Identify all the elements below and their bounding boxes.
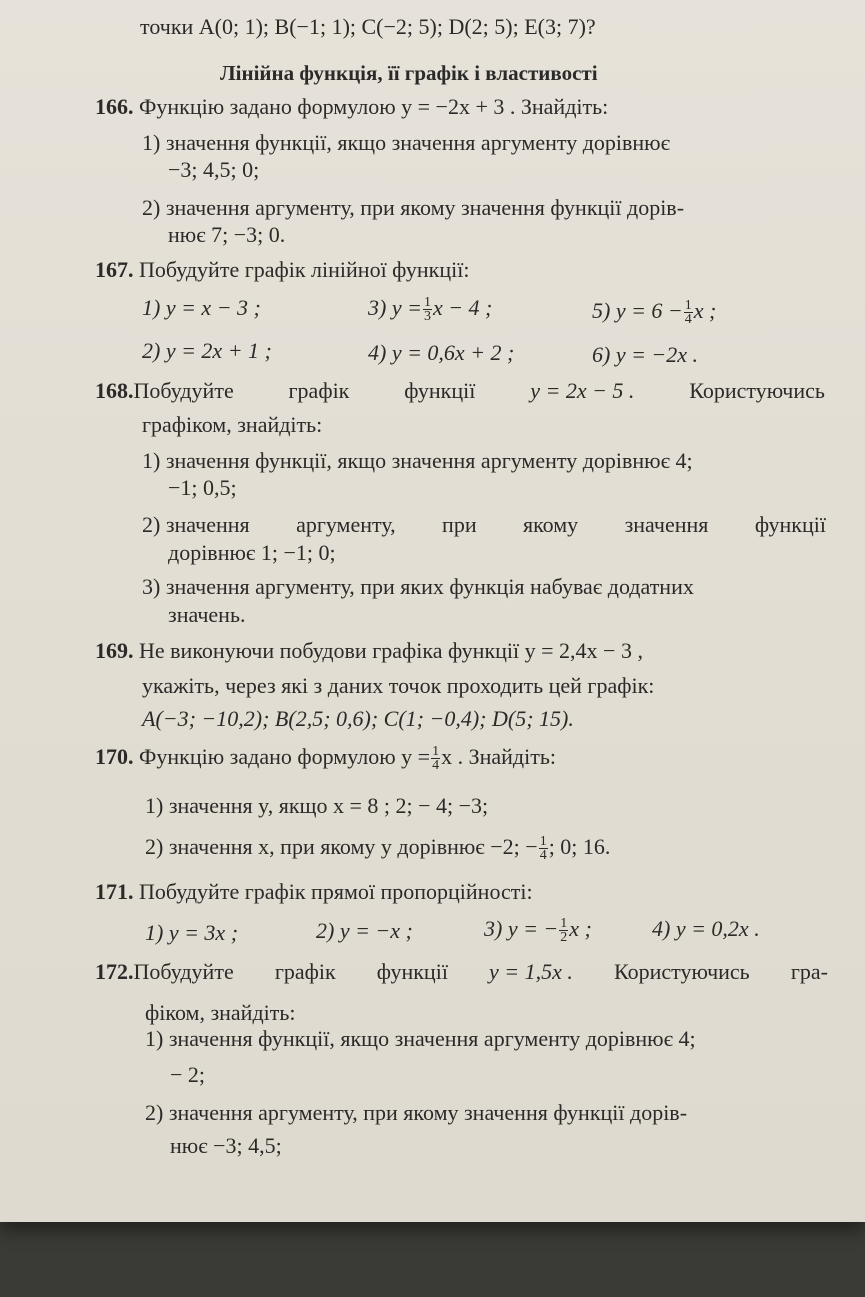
problem-172-item-2 xyxy=(145,1100,687,1126)
problem-166-item-2-cont xyxy=(168,222,285,248)
item-text: 1) значення y, якщо x = 8 ; 2; − 4; −3; xyxy=(145,793,489,818)
problem-text: укажіть, через які з даних точок проходить цей графік: xyxy=(142,673,655,698)
item-text: 2) значення x, при якому y дорівнює −2; − xyxy=(145,834,538,859)
fraction xyxy=(559,917,568,944)
problem-168-item-1-cont xyxy=(168,475,237,501)
formula: y = 1,5x . xyxy=(489,959,573,984)
fraction-denominator: 4 xyxy=(539,848,547,864)
item-text: нює −3; 4,5; xyxy=(170,1133,282,1158)
item-text: 1) значення функції, якщо значення аргументу дорівнює 4; xyxy=(145,1026,696,1051)
problem-number: 171. xyxy=(95,879,134,904)
fraction-numerator: 1 xyxy=(560,916,568,932)
problem-171-formula-2 xyxy=(316,918,413,944)
item-text: 2) значення аргументу, при якому значення функції дорів- xyxy=(142,195,685,220)
problem-167 xyxy=(95,257,469,283)
fraction-denominator: 2 xyxy=(560,930,568,946)
formula: 2) y = 2x + 1 ; xyxy=(142,338,272,363)
problem-168-item-3-cont xyxy=(168,602,245,628)
item-text: ; 0; 16. xyxy=(548,834,611,859)
problem-171-formula-1 xyxy=(145,920,238,946)
formula: x − 4 ; xyxy=(432,295,493,320)
fraction-denominator: 4 xyxy=(432,758,440,774)
problem-text: Побудуйте графік прямої пропорційності: xyxy=(139,879,533,904)
problem-171-formula-4 xyxy=(652,916,760,942)
section-title-text: Лінійна функція, її графік і властивості xyxy=(220,61,598,85)
problem-167-formula-3 xyxy=(368,295,492,323)
formula: 4) y = 0,6x + 2 ; xyxy=(368,340,515,365)
problem-text: Побудуйте графік лінійної функції: xyxy=(139,257,470,282)
word: аргументу, xyxy=(296,512,396,537)
problem-168-item-1 xyxy=(142,448,693,474)
problem-166-item-2 xyxy=(142,195,684,221)
problem-172 xyxy=(95,959,828,985)
word: якому xyxy=(522,512,579,537)
problem-168 xyxy=(95,378,825,404)
problem-number: 170. xyxy=(95,744,134,769)
problem-166-item-1 xyxy=(142,130,824,156)
problem-172-line-2 xyxy=(145,1000,296,1026)
problem-170 xyxy=(95,744,556,772)
formula: 1) y = 3x ; xyxy=(145,920,239,945)
item-text: −1; 0,5; xyxy=(168,475,237,500)
problem-169 xyxy=(95,638,643,664)
problem-text: x . Знайдіть: xyxy=(441,744,556,769)
fraction-numerator: 1 xyxy=(423,295,431,311)
fraction-numerator: 1 xyxy=(539,834,547,850)
problem-text: Функцію задано формулою y = −2x + 3 . Знайдіть: xyxy=(139,94,609,119)
formula: y = 2x − 5 . xyxy=(530,378,635,403)
word: функції xyxy=(404,378,476,403)
item-text: 3) значення аргументу, при яких функція набуває додатних xyxy=(142,574,694,599)
word: Побудуйте xyxy=(133,378,234,403)
item-text: значень. xyxy=(168,602,246,627)
formula: 2) y = −x ; xyxy=(316,918,413,943)
problem-169-line-3 xyxy=(142,706,574,732)
points-list: A(−3; −10,2); B(2,5; 0,6); C(1; −0,4); D(5; 15). xyxy=(142,706,574,731)
problem-169-line-2 xyxy=(142,673,654,699)
item-text: −3; 4,5; 0; xyxy=(168,157,260,182)
fraction-denominator: 3 xyxy=(423,309,431,325)
word: Побудуйте xyxy=(133,959,234,984)
word: графік xyxy=(274,959,336,984)
fraction xyxy=(684,299,693,326)
item-line xyxy=(142,130,824,156)
fraction-denominator: 4 xyxy=(684,312,692,328)
problem-number: 167. xyxy=(95,257,134,282)
word: Користуючись xyxy=(689,378,825,403)
item-text: 2) значення аргументу, при якому значення функції дорів- xyxy=(145,1100,688,1125)
problem-number: 169. xyxy=(95,638,134,663)
problem-number: 166. xyxy=(95,94,134,119)
problem-number: 168. xyxy=(95,378,134,403)
formula: x ; xyxy=(693,298,717,323)
problem-170-item-2 xyxy=(145,834,610,862)
problem-168-item-2-cont xyxy=(168,540,336,566)
item-text: 1) значення функції, якщо значення аргументу дорівнює xyxy=(142,130,671,155)
word: функції xyxy=(376,959,448,984)
problem-172-item-1 xyxy=(145,1026,696,1052)
word: значення xyxy=(624,512,709,537)
top-line xyxy=(140,14,596,40)
word: гра- xyxy=(790,959,828,984)
problem-166-item-1-cont xyxy=(168,157,259,183)
item-text: − 2; xyxy=(170,1062,206,1087)
problem-168-line-2 xyxy=(142,412,322,438)
problem-number: 172. xyxy=(95,959,134,984)
fraction-numerator: 1 xyxy=(432,744,440,760)
formula: 3) y = xyxy=(368,295,422,320)
problem-166 xyxy=(95,94,608,120)
formula: 1) y = x − 3 ; xyxy=(142,295,261,320)
problem-167-formula-5 xyxy=(592,298,716,326)
problem-171-formula-3 xyxy=(484,916,592,944)
justified-line xyxy=(95,959,828,985)
formula: 4) y = 0,2x . xyxy=(652,916,760,941)
item-text: 1) значення функції, якщо значення аргументу дорівнює 4; xyxy=(142,448,693,473)
problem-text: Функцію задано формулою y = xyxy=(139,744,431,769)
problem-text: Не виконуючи побудови графіка функції y = 2,4x − 3 , xyxy=(139,638,643,663)
formula: 3) y = − xyxy=(484,916,559,941)
problem-167-formula-1 xyxy=(142,295,261,321)
word: при xyxy=(442,512,477,537)
problem-172-item-1-cont xyxy=(170,1062,205,1088)
problem-text: фіком, знайдіть: xyxy=(145,1000,296,1025)
word: 2) значення xyxy=(142,512,250,537)
problem-171 xyxy=(95,879,533,905)
item-text: дорівнює 1; −1; 0; xyxy=(168,540,336,565)
justified-line xyxy=(95,378,825,404)
word: функції xyxy=(754,512,826,537)
word: графік xyxy=(288,378,350,403)
word: Користуючись xyxy=(614,959,750,984)
problem-167-formula-6 xyxy=(592,342,698,368)
problem-170-item-1 xyxy=(145,793,488,819)
formula: 6) y = −2x . xyxy=(592,342,699,367)
problem-168-item-2 xyxy=(142,512,826,538)
fraction xyxy=(431,745,440,772)
top-line-text: точки A(0; 1); B(−1; 1); C(−2; 5); D(2; 5); E(3; 7)? xyxy=(140,14,596,39)
problem-167-formula-2 xyxy=(142,338,272,364)
problem-167-formula-4 xyxy=(368,340,514,366)
item-text: нює 7; −3; 0. xyxy=(168,222,286,247)
fraction xyxy=(423,296,432,323)
justified-line xyxy=(142,512,826,538)
problem-text: графіком, знайдіть: xyxy=(142,412,323,437)
fraction xyxy=(539,835,548,862)
problem-172-item-2-cont xyxy=(170,1133,282,1159)
section-title xyxy=(220,60,598,86)
formula: x ; xyxy=(569,916,592,941)
formula: 5) y = 6 − xyxy=(592,298,683,323)
problem-168-item-3 xyxy=(142,574,694,600)
fraction-numerator: 1 xyxy=(684,298,692,314)
